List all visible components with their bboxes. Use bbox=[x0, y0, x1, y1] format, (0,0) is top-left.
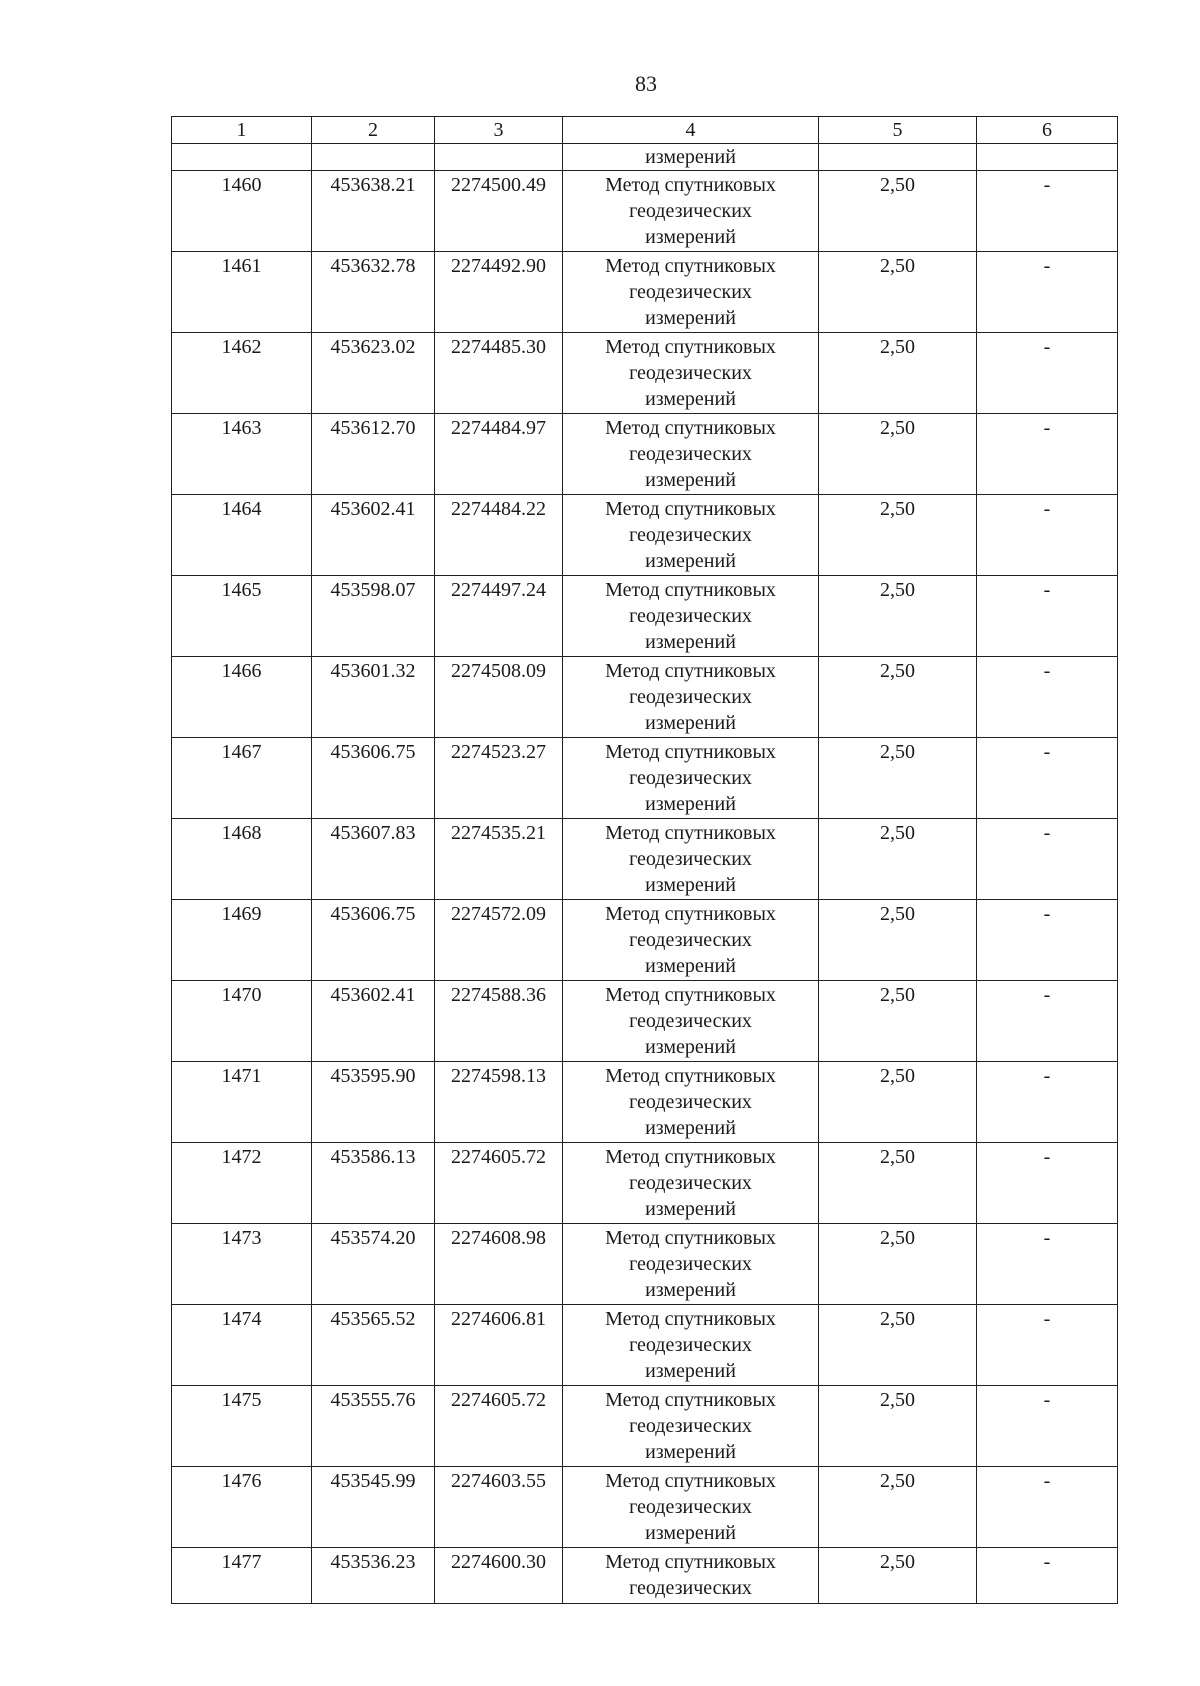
table-header-row bbox=[172, 117, 1118, 144]
method-line: Метод спутниковых bbox=[605, 903, 776, 925]
y-coordinate-cell: 2274485.30 bbox=[435, 333, 563, 414]
method-line: геодезических bbox=[629, 1091, 752, 1113]
y-coordinate-cell: 2274600.30 bbox=[435, 1548, 563, 1604]
table-row bbox=[172, 252, 1118, 333]
note-cell: - bbox=[977, 252, 1118, 333]
method-line: измерений bbox=[645, 388, 736, 410]
method-line: измерений bbox=[645, 469, 736, 491]
method-cell bbox=[563, 333, 819, 414]
accuracy-cell: 2,50 bbox=[819, 657, 977, 738]
method-line: геодезических bbox=[629, 1496, 752, 1518]
accuracy-cell: 2,50 bbox=[819, 414, 977, 495]
continuation-cell-3 bbox=[435, 144, 563, 171]
method-line: геодезических bbox=[629, 767, 752, 789]
x-coordinate-cell: 453586.13 bbox=[312, 1143, 435, 1224]
method-cell bbox=[563, 1062, 819, 1143]
method-cell bbox=[563, 1143, 819, 1224]
note-cell: - bbox=[977, 819, 1118, 900]
method-line: измерений bbox=[645, 1198, 736, 1220]
table-row bbox=[172, 333, 1118, 414]
table-row bbox=[172, 738, 1118, 819]
y-coordinate-cell: 2274535.21 bbox=[435, 819, 563, 900]
method-line: Метод спутниковых bbox=[605, 255, 776, 277]
x-coordinate-cell: 453606.75 bbox=[312, 900, 435, 981]
y-coordinate-cell: 2274606.81 bbox=[435, 1305, 563, 1386]
method-line: геодезических bbox=[629, 200, 752, 222]
note-cell: - bbox=[977, 1467, 1118, 1548]
point-number-cell: 1462 bbox=[172, 333, 312, 414]
y-coordinate-cell: 2274588.36 bbox=[435, 981, 563, 1062]
point-number-cell: 1467 bbox=[172, 738, 312, 819]
method-line: измерений bbox=[645, 1522, 736, 1544]
y-coordinate-cell: 2274605.72 bbox=[435, 1143, 563, 1224]
method-line: Метод спутниковых bbox=[605, 336, 776, 358]
continuation-row bbox=[172, 144, 1118, 171]
accuracy-cell: 2,50 bbox=[819, 495, 977, 576]
method-line: геодезических bbox=[629, 524, 752, 546]
note-cell: - bbox=[977, 1062, 1118, 1143]
method-line: Метод спутниковых bbox=[605, 174, 776, 196]
accuracy-cell: 2,50 bbox=[819, 1548, 977, 1604]
note-cell: - bbox=[977, 1548, 1118, 1604]
x-coordinate-cell: 453623.02 bbox=[312, 333, 435, 414]
accuracy-cell: 2,50 bbox=[819, 819, 977, 900]
x-coordinate-cell: 453595.90 bbox=[312, 1062, 435, 1143]
note-cell: - bbox=[977, 900, 1118, 981]
accuracy-cell: 2,50 bbox=[819, 1386, 977, 1467]
method-cell bbox=[563, 576, 819, 657]
y-coordinate-cell: 2274572.09 bbox=[435, 900, 563, 981]
y-coordinate-cell: 2274484.97 bbox=[435, 414, 563, 495]
method-cell bbox=[563, 900, 819, 981]
point-number-cell: 1473 bbox=[172, 1224, 312, 1305]
header-cell-2: 2 bbox=[312, 117, 435, 144]
method-line: геодезических bbox=[629, 929, 752, 951]
header-cell-6: 6 bbox=[977, 117, 1118, 144]
x-coordinate-cell: 453612.70 bbox=[312, 414, 435, 495]
table-row bbox=[172, 1143, 1118, 1224]
method-line: Метод спутниковых bbox=[605, 498, 776, 520]
point-number-cell: 1465 bbox=[172, 576, 312, 657]
accuracy-cell: 2,50 bbox=[819, 333, 977, 414]
x-coordinate-cell: 453638.21 bbox=[312, 171, 435, 252]
x-coordinate-cell: 453602.41 bbox=[312, 495, 435, 576]
x-coordinate-cell: 453598.07 bbox=[312, 576, 435, 657]
method-line: Метод спутниковых bbox=[605, 822, 776, 844]
method-line: Метод спутниковых bbox=[605, 579, 776, 601]
point-number-cell: 1464 bbox=[172, 495, 312, 576]
continuation-cell-6 bbox=[977, 144, 1118, 171]
method-line: измерений bbox=[645, 874, 736, 896]
table-row bbox=[172, 171, 1118, 252]
x-coordinate-cell: 453574.20 bbox=[312, 1224, 435, 1305]
note-cell: - bbox=[977, 1386, 1118, 1467]
note-cell: - bbox=[977, 1224, 1118, 1305]
method-cell bbox=[563, 495, 819, 576]
page-number: 83 bbox=[635, 71, 657, 96]
table-row bbox=[172, 1305, 1118, 1386]
method-line: геодезических bbox=[629, 362, 752, 384]
point-number-cell: 1460 bbox=[172, 171, 312, 252]
accuracy-cell: 2,50 bbox=[819, 576, 977, 657]
point-number-cell: 1468 bbox=[172, 819, 312, 900]
method-line: Метод спутниковых bbox=[605, 1227, 776, 1249]
method-line: геодезических bbox=[629, 686, 752, 708]
table-row bbox=[172, 657, 1118, 738]
method-line: измерений bbox=[645, 307, 736, 329]
x-coordinate-cell: 453555.76 bbox=[312, 1386, 435, 1467]
method-line: геодезических bbox=[629, 848, 752, 870]
method-cell bbox=[563, 981, 819, 1062]
y-coordinate-cell: 2274497.24 bbox=[435, 576, 563, 657]
method-cell bbox=[563, 1467, 819, 1548]
point-number-cell: 1471 bbox=[172, 1062, 312, 1143]
y-coordinate-cell: 2274608.98 bbox=[435, 1224, 563, 1305]
method-line: Метод спутниковых bbox=[605, 1551, 776, 1573]
point-number-cell: 1466 bbox=[172, 657, 312, 738]
point-number-cell: 1461 bbox=[172, 252, 312, 333]
note-cell: - bbox=[977, 1305, 1118, 1386]
accuracy-cell: 2,50 bbox=[819, 1305, 977, 1386]
method-cell bbox=[563, 252, 819, 333]
x-coordinate-cell: 453601.32 bbox=[312, 657, 435, 738]
x-coordinate-cell: 453606.75 bbox=[312, 738, 435, 819]
point-number-cell: 1470 bbox=[172, 981, 312, 1062]
method-line: Метод спутниковых bbox=[605, 1470, 776, 1492]
header-cell-3: 3 bbox=[435, 117, 563, 144]
x-coordinate-cell: 453607.83 bbox=[312, 819, 435, 900]
method-line: геодезических bbox=[629, 281, 752, 303]
y-coordinate-cell: 2274500.49 bbox=[435, 171, 563, 252]
x-coordinate-cell: 453545.99 bbox=[312, 1467, 435, 1548]
y-coordinate-cell: 2274603.55 bbox=[435, 1467, 563, 1548]
method-line: измерений bbox=[645, 793, 736, 815]
method-cell bbox=[563, 171, 819, 252]
method-line: геодезических bbox=[629, 443, 752, 465]
note-cell: - bbox=[977, 1143, 1118, 1224]
header-cell-1: 1 bbox=[172, 117, 312, 144]
method-line: измерений bbox=[645, 1360, 736, 1382]
y-coordinate-cell: 2274523.27 bbox=[435, 738, 563, 819]
point-number-cell: 1476 bbox=[172, 1467, 312, 1548]
accuracy-cell: 2,50 bbox=[819, 738, 977, 819]
method-line: геодезических bbox=[629, 1334, 752, 1356]
coordinates-table bbox=[171, 116, 1118, 1604]
method-line: геодезических bbox=[629, 1577, 752, 1599]
accuracy-cell: 2,50 bbox=[819, 981, 977, 1062]
x-coordinate-cell: 453565.52 bbox=[312, 1305, 435, 1386]
method-cell bbox=[563, 819, 819, 900]
method-cell bbox=[563, 1305, 819, 1386]
method-line: измерений bbox=[645, 1117, 736, 1139]
method-cell bbox=[563, 1548, 819, 1604]
y-coordinate-cell: 2274492.90 bbox=[435, 252, 563, 333]
method-cell bbox=[563, 1386, 819, 1467]
note-cell: - bbox=[977, 981, 1118, 1062]
method-line: геодезических bbox=[629, 1253, 752, 1275]
note-cell: - bbox=[977, 576, 1118, 657]
accuracy-cell: 2,50 bbox=[819, 1467, 977, 1548]
y-coordinate-cell: 2274605.72 bbox=[435, 1386, 563, 1467]
method-line: измерений bbox=[645, 631, 736, 653]
point-number-cell: 1474 bbox=[172, 1305, 312, 1386]
method-line: Метод спутниковых bbox=[605, 1389, 776, 1411]
x-coordinate-cell: 453602.41 bbox=[312, 981, 435, 1062]
method-line: измерений bbox=[645, 1036, 736, 1058]
continuation-method-cell: измерений bbox=[563, 144, 819, 171]
table-row bbox=[172, 1548, 1118, 1604]
point-number-cell: 1475 bbox=[172, 1386, 312, 1467]
point-number-cell: 1477 bbox=[172, 1548, 312, 1604]
note-cell: - bbox=[977, 495, 1118, 576]
y-coordinate-cell: 2274508.09 bbox=[435, 657, 563, 738]
table-row bbox=[172, 1224, 1118, 1305]
accuracy-cell: 2,50 bbox=[819, 252, 977, 333]
method-cell bbox=[563, 1224, 819, 1305]
method-line: Метод спутниковых bbox=[605, 741, 776, 763]
note-cell: - bbox=[977, 414, 1118, 495]
table-row bbox=[172, 981, 1118, 1062]
x-coordinate-cell: 453632.78 bbox=[312, 252, 435, 333]
method-line: Метод спутниковых bbox=[605, 1065, 776, 1087]
method-line: геодезических bbox=[629, 1415, 752, 1437]
table-row bbox=[172, 819, 1118, 900]
method-line: Метод спутниковых bbox=[605, 660, 776, 682]
continuation-cell-2 bbox=[312, 144, 435, 171]
method-cell bbox=[563, 738, 819, 819]
table-row bbox=[172, 1386, 1118, 1467]
table-row bbox=[172, 900, 1118, 981]
note-cell: - bbox=[977, 333, 1118, 414]
point-number-cell: 1472 bbox=[172, 1143, 312, 1224]
method-line: Метод спутниковых bbox=[605, 1308, 776, 1330]
note-cell: - bbox=[977, 171, 1118, 252]
method-line: измерений bbox=[645, 226, 736, 248]
accuracy-cell: 2,50 bbox=[819, 171, 977, 252]
continuation-cell-1 bbox=[172, 144, 312, 171]
table-row bbox=[172, 1467, 1118, 1548]
table-row bbox=[172, 414, 1118, 495]
method-line: измерений bbox=[645, 955, 736, 977]
method-cell bbox=[563, 414, 819, 495]
point-number-cell: 1469 bbox=[172, 900, 312, 981]
method-line: геодезических bbox=[629, 605, 752, 627]
point-number-cell: 1463 bbox=[172, 414, 312, 495]
method-line: измерений bbox=[645, 712, 736, 734]
table-row bbox=[172, 1062, 1118, 1143]
table-row bbox=[172, 576, 1118, 657]
x-coordinate-cell: 453536.23 bbox=[312, 1548, 435, 1604]
method-line: Метод спутниковых bbox=[605, 1146, 776, 1168]
table-row bbox=[172, 495, 1118, 576]
accuracy-cell: 2,50 bbox=[819, 1143, 977, 1224]
accuracy-cell: 2,50 bbox=[819, 1224, 977, 1305]
method-cell bbox=[563, 657, 819, 738]
method-line: геодезических bbox=[629, 1010, 752, 1032]
accuracy-cell: 2,50 bbox=[819, 900, 977, 981]
method-line: геодезических bbox=[629, 1172, 752, 1194]
note-cell: - bbox=[977, 657, 1118, 738]
note-cell: - bbox=[977, 738, 1118, 819]
method-line: измерений bbox=[645, 1279, 736, 1301]
header-cell-4: 4 bbox=[563, 117, 819, 144]
method-line: Метод спутниковых bbox=[605, 417, 776, 439]
continuation-cell-5 bbox=[819, 144, 977, 171]
method-line: измерений bbox=[645, 1441, 736, 1463]
y-coordinate-cell: 2274484.22 bbox=[435, 495, 563, 576]
accuracy-cell: 2,50 bbox=[819, 1062, 977, 1143]
method-line: Метод спутниковых bbox=[605, 984, 776, 1006]
y-coordinate-cell: 2274598.13 bbox=[435, 1062, 563, 1143]
header-cell-5: 5 bbox=[819, 117, 977, 144]
method-line: измерений bbox=[645, 550, 736, 572]
